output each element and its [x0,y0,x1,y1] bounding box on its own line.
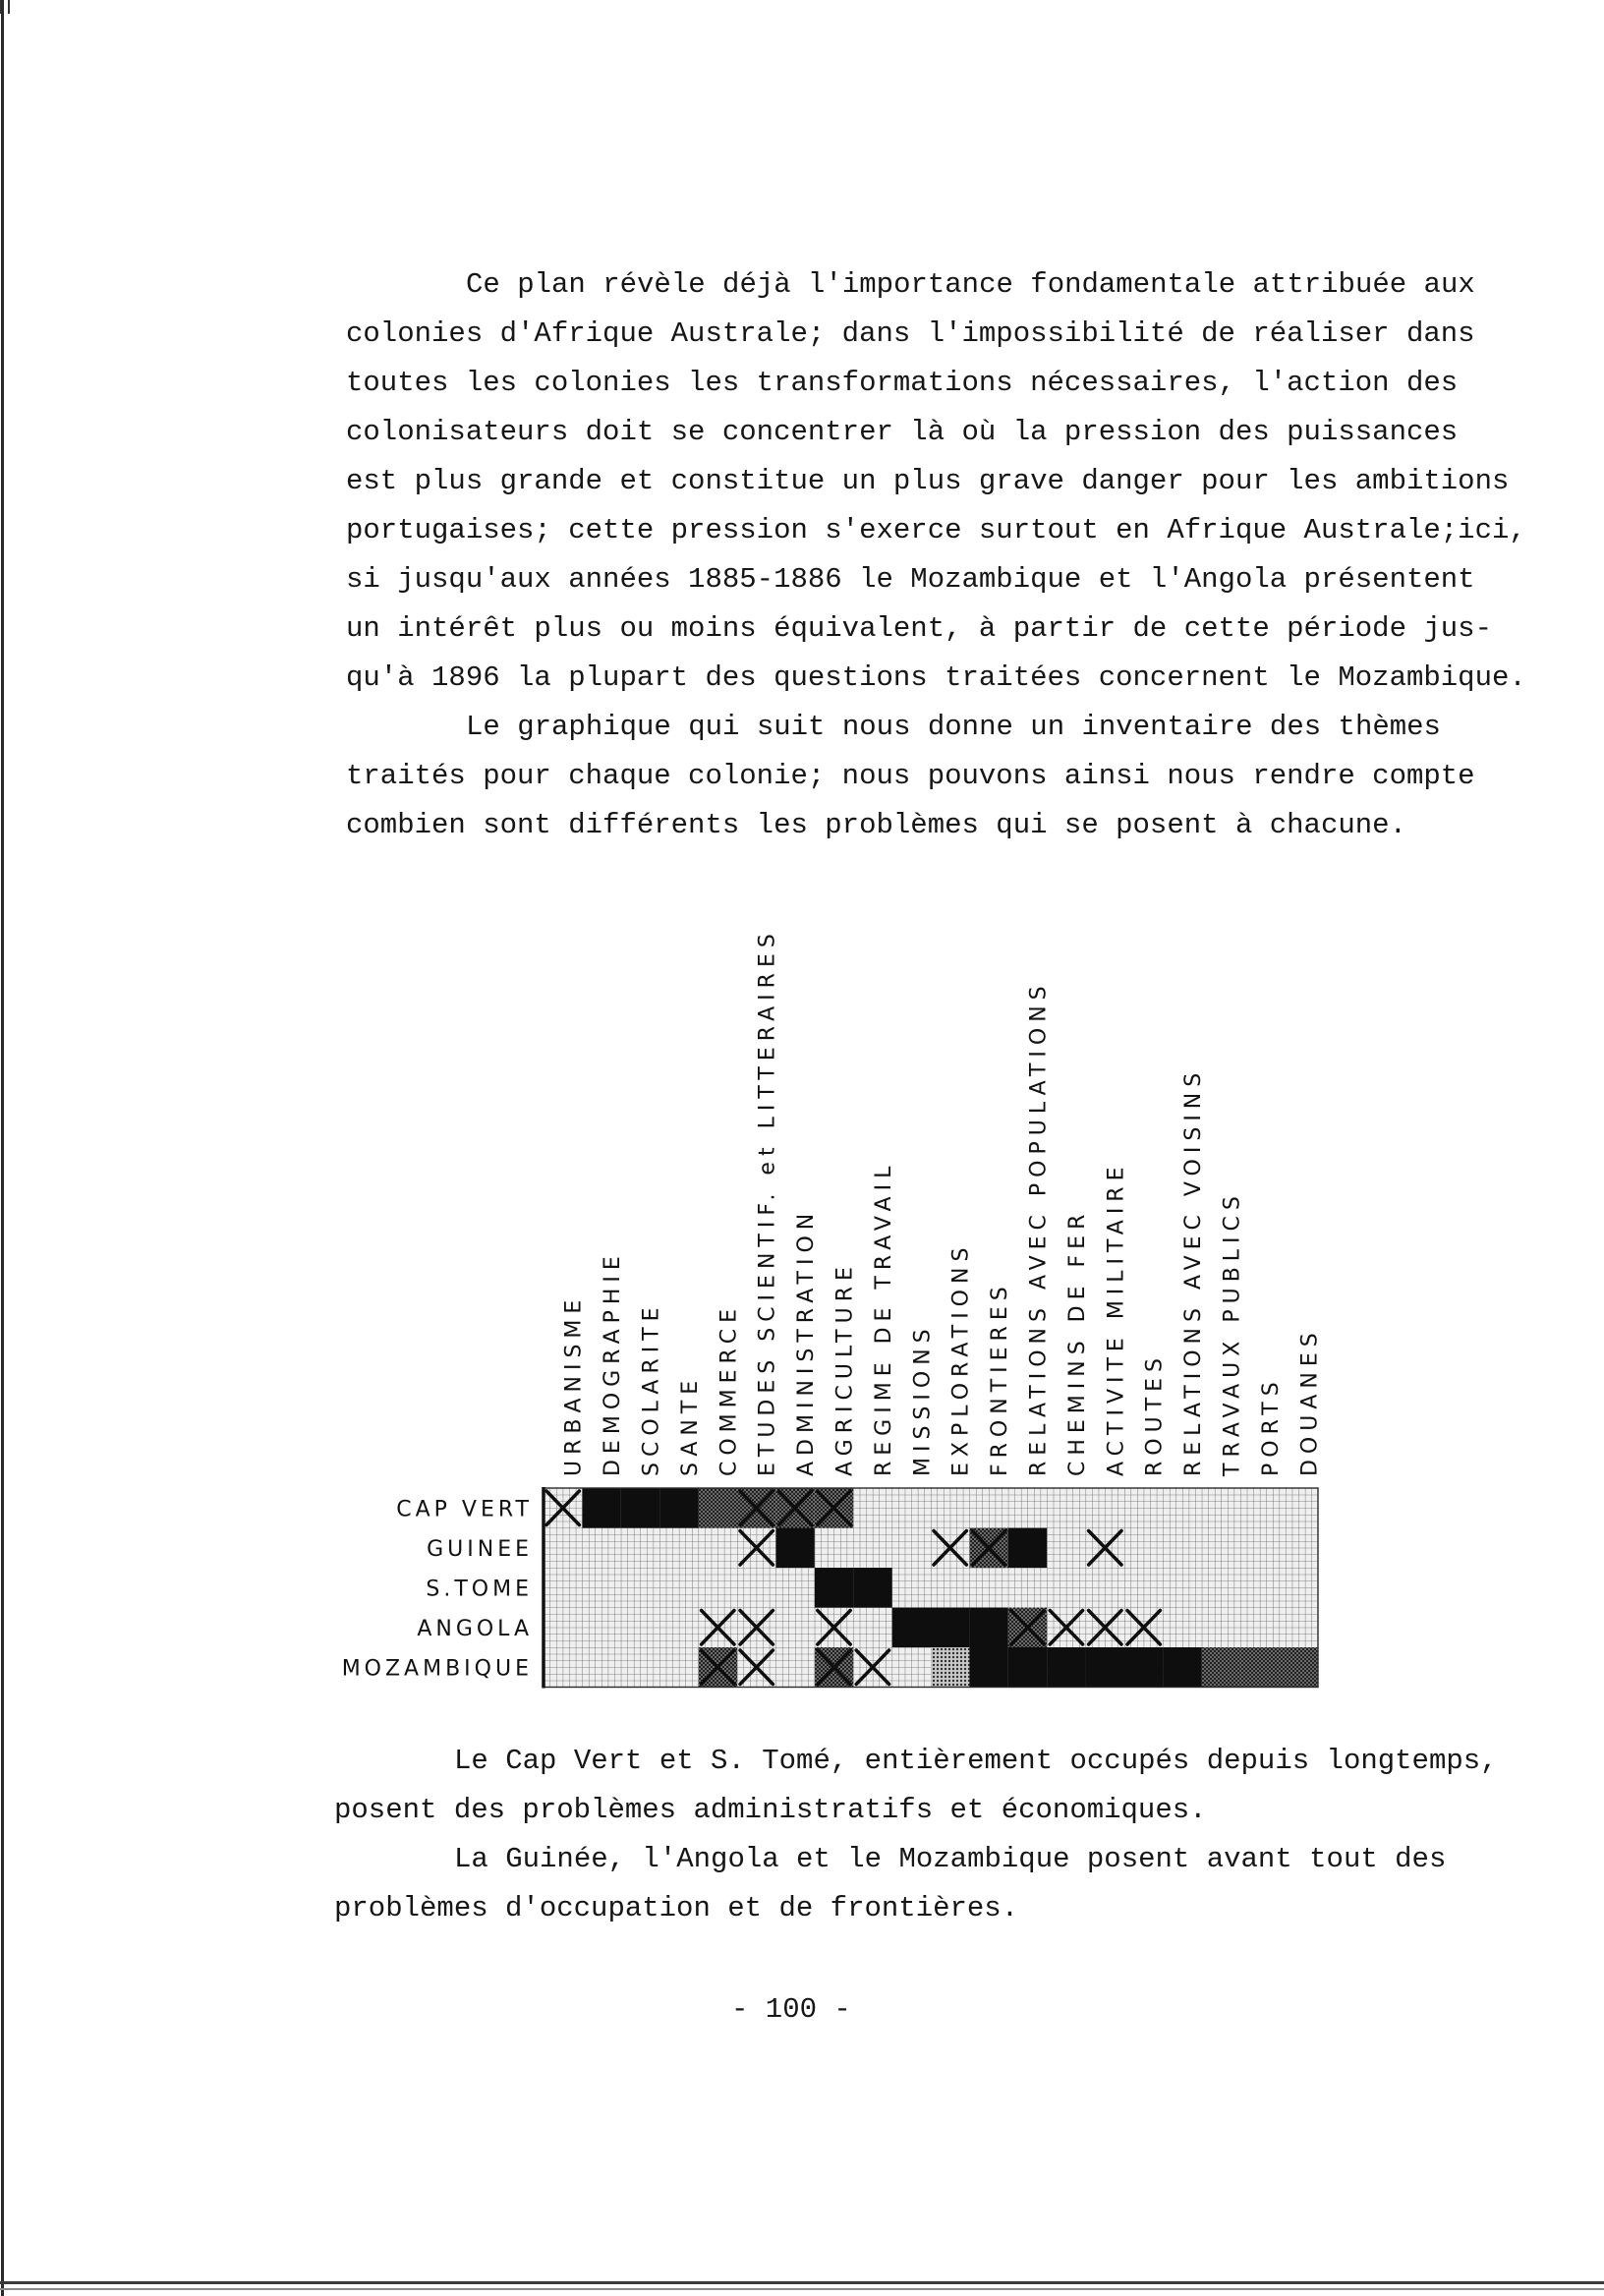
hatch-fill [1280,1647,1318,1688]
paragraph-line: est plus grande et constitue un plus grave danger pour les ambitions [346,465,1510,497]
matrix-mark-cross-hatch [775,1488,814,1528]
row-label: ANGOLA [417,1616,533,1641]
solid-fill [1008,1528,1047,1569]
solid-fill [815,1568,853,1608]
matrix-mark-solid [969,1647,1007,1688]
matrix-mark-solid [1008,1528,1047,1569]
paragraph-line: combien sont différents les problèmes qui se posent à chacune. [346,809,1406,841]
matrix-mark-solid [1086,1647,1124,1688]
body-text-bottom [334,1737,1498,1933]
matrix-mark-solid [931,1608,969,1648]
paragraph-line: si jusqu'aux années 1885-1886 le Mozambique et l'Angola présentent [346,563,1475,596]
paragraph-line: qu'à 1896 la plupart des questions traitées concernent le Mozambique. [346,661,1526,694]
matrix-mark-solid [892,1608,931,1648]
matrix-mark-hatch [1202,1647,1240,1688]
paragraph-line: un intérêt plus ou moins équivalent, à partir de cette période jus- [346,612,1492,645]
matrix-mark-cross-hatch [1008,1608,1047,1648]
paragraph-line: Le Cap Vert et S. Tomé, entièrement occupés depuis longtemps, [454,1745,1498,1777]
matrix-mark-solid [659,1488,698,1528]
dots-fill [931,1647,969,1688]
column-label: RELATIONS AVEC POPULATIONS [1026,980,1052,1476]
paragraph-line: Le graphique qui suit nous donne un inventaire des thèmes [466,711,1441,743]
column-label: FRONTIERES [988,1281,1013,1476]
solid-fill [969,1647,1007,1688]
row-label: S.TOME [426,1577,533,1602]
column-label: RELATIONS AVEC VOISINS [1181,1066,1207,1476]
scan-bottom-edge [0,2281,1604,2284]
paragraph-line: colonies d'Afrique Australe; dans l'impossibilité de réaliser dans [346,317,1475,350]
matrix-mark-cross-hatch [699,1647,737,1688]
solid-fill [1086,1647,1124,1688]
matrix-mark-cross-hatch [815,1647,853,1688]
matrix-mark-hatch [699,1488,737,1528]
solid-fill [582,1488,620,1528]
row-label: MOZAMBIQUE [341,1656,533,1682]
column-label: EXPLORATIONS [948,1241,974,1476]
paragraph-line: traités pour chaque colonie; nous pouvons ainsi nous rendre compte [346,760,1475,792]
paragraph-line: posent des problèmes administratifs et économiques. [334,1794,1207,1826]
matrix-mark-solid [582,1488,620,1528]
paragraph-line: toutes les colonies les transformations nécessaires, l'action des [346,367,1459,399]
solid-fill [1047,1647,1085,1688]
column-label: ROUTES [1142,1351,1168,1476]
column-label: SCOLARITE [639,1301,664,1476]
paragraph-line: colonisateurs doit se concentrer là où la pression des puissances [346,416,1459,448]
matrix-mark-hatch [1280,1647,1318,1688]
column-label: AGRICULTURE [832,1261,858,1476]
column-label: SANTE [677,1374,703,1476]
row-label: CAP VERT [396,1497,533,1522]
solid-fill [853,1568,891,1608]
paragraph-line: problèmes d'occupation et de frontières. [334,1892,1019,1924]
column-label: PORTS [1258,1376,1284,1476]
themes-matrix-chart [0,865,1604,1700]
column-label: DEMOGRAPHIE [601,1250,626,1476]
matrix-mark-solid [1047,1647,1085,1688]
column-label: DOUANES [1297,1327,1323,1476]
column-label: MISSIONS [910,1323,936,1476]
matrix-mark-solid [775,1528,814,1569]
solid-fill [892,1608,931,1648]
paragraph-line: Ce plan révèle déjà l'importance fondamentale attribuée aux [466,268,1475,301]
column-label: TRAVAUX PUBLICS [1220,1190,1245,1476]
solid-fill [1008,1647,1047,1688]
matrix-mark-cross-hatch [737,1488,775,1528]
matrix-mark-solid [1163,1647,1201,1688]
solid-fill [931,1608,969,1648]
matrix-mark-solid [1008,1647,1047,1688]
column-label: URBANISME [561,1293,587,1476]
hatch-fill [1202,1647,1240,1688]
column-label: ACTIVITE MILITAIRE [1104,1161,1129,1476]
page-number: - 100 - [731,1993,851,2026]
solid-fill [1163,1647,1201,1688]
solid-fill [659,1488,698,1528]
column-label: ADMINISTRATION [794,1207,820,1476]
hatch-fill [1240,1647,1279,1688]
matrix-mark-cross-hatch [815,1488,853,1528]
matrix-mark-cross-hatch [969,1528,1007,1569]
matrix-mark-solid [853,1568,891,1608]
column-label: CHEMINS DE FER [1064,1208,1090,1476]
matrix-mark-solid [815,1568,853,1608]
hatch-fill [699,1488,737,1528]
column-label: COMMERCE [716,1303,742,1476]
row-label: GUINEE [427,1536,533,1562]
column-label: REGIME DE TRAVAIL [871,1160,896,1476]
solid-fill [775,1528,814,1569]
matrix-mark-dots [931,1647,969,1688]
scan-bottom-edge-inner [0,2288,1604,2290]
matrix-mark-solid [1124,1647,1163,1688]
paragraph-line: portugaises; cette pression s'exerce surtout en Afrique Australe;ici, [346,514,1526,546]
matrix-mark-solid [969,1608,1007,1648]
solid-fill [621,1488,659,1528]
body-text-top [346,260,1526,850]
paragraph-line: La Guinée, l'Angola et le Mozambique posent avant tout des [454,1843,1447,1875]
column-label: ETUDES SCIENTIF. et LITTERAIRES [755,928,780,1476]
solid-fill [969,1608,1007,1648]
matrix-mark-solid [621,1488,659,1528]
matrix-mark-hatch [1240,1647,1279,1688]
solid-fill [1124,1647,1163,1688]
